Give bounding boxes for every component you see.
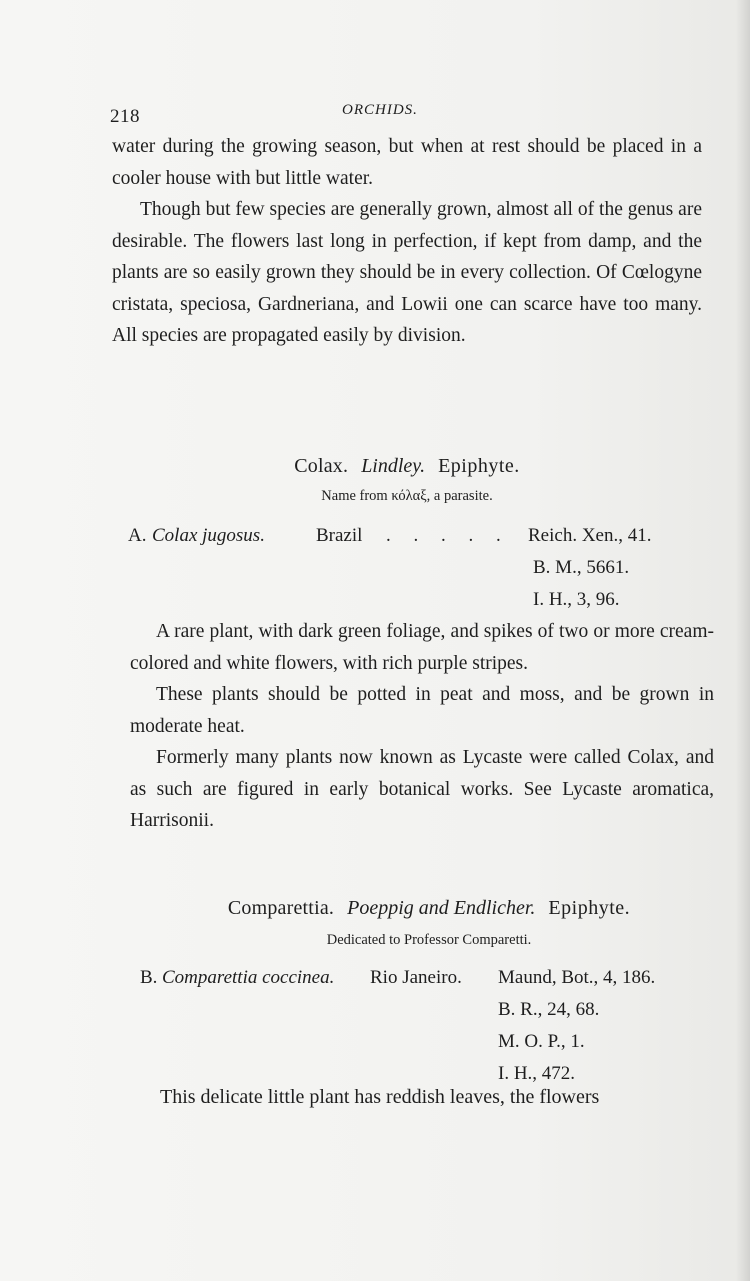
colax-species-row <box>128 520 718 552</box>
colax-genus-author: Lindley. <box>361 455 426 477</box>
colax-leader-dots: . . . . . <box>386 525 510 546</box>
colax-paragraph: These plants should be potted in peat and moss, and be grown in moderate heat. <box>130 684 714 737</box>
page-header <box>110 102 710 130</box>
colax-genus-heading <box>112 455 702 478</box>
colax-paragraph: A rare plant, with dark green foliage, and spikes of two or more cream-colored and white flowers, with rich purple stripes. <box>130 621 714 674</box>
colax-genus-type: Epiphyte. <box>438 455 520 477</box>
colax-ref-row <box>128 552 718 584</box>
comparettia-ref: I. H., 472. <box>498 1063 576 1084</box>
comparettia-ref-row <box>140 994 730 1026</box>
colax-species-entry <box>128 520 718 616</box>
running-title: ORCHIDS. <box>342 102 418 118</box>
intro-paragraph: Though but few species are generally grown, almost all of the genus are desirable. The flowers last long in perfection, if kept from damp, and the plants are so easily grown they should be in every collection. Of Cœlogyne cristata, speciosa, Gardneriana, and Lowii one can scarce have too many. All species are propagated easily by division. <box>112 199 702 346</box>
colax-ref: Reich. Xen., 41. <box>528 525 652 546</box>
colax-species-name: Colax jugosus. <box>152 525 265 546</box>
colax-description <box>130 616 714 837</box>
comparettia-genus-heading <box>146 897 712 920</box>
colax-paragraph: Formerly many plants now known as Lycaste were called Colax, and as such are figured in early botanical works. See Lycaste aromatica, Harrisonii. <box>130 747 714 831</box>
comparettia-species-entry <box>140 962 730 1090</box>
intro-continuation: water during the growing season, but when at rest should be placed in a cooler house with but little water. <box>112 136 702 189</box>
intro-text <box>112 131 702 352</box>
comparettia-genus-author: Poeppig and Endlicher. <box>347 897 536 919</box>
colax-ref: B. M., 5661. <box>533 557 630 578</box>
comparettia-ref-row <box>140 1026 730 1058</box>
colax-ref: I. H., 3, 96. <box>533 589 620 610</box>
spine-shadow <box>736 0 750 1281</box>
colax-ref-row <box>128 584 718 616</box>
comparettia-ref: B. R., 24, 68. <box>498 999 600 1020</box>
colax-locality: Brazil <box>316 525 363 546</box>
comparettia-grade: B. <box>140 967 158 988</box>
comparettia-ref: M. O. P., 1. <box>498 1031 585 1052</box>
colax-grade: A. <box>128 525 147 546</box>
comparettia-species-name: Comparettia coccinea. <box>162 967 335 988</box>
comparettia-paragraph: This delicate little plant has reddish leaves, the flowers <box>160 1086 600 1108</box>
comparettia-species-row <box>140 962 730 994</box>
comparettia-genus-name: Comparettia. <box>227 897 335 919</box>
colax-etymology: Name from κόλαξ, a parasite. <box>321 488 493 504</box>
colax-genus-name: Colax. <box>294 455 349 477</box>
comparettia-description <box>160 1082 726 1114</box>
comparettia-genus-type: Epiphyte. <box>548 897 631 919</box>
comparettia-locality: Rio Janeiro. <box>370 967 462 988</box>
page-number: 218 <box>110 106 140 127</box>
comparettia-etymology: Dedicated to Professor Comparetti. <box>326 932 532 948</box>
comparettia-ref: Maund, Bot., 4, 186. <box>498 967 656 988</box>
